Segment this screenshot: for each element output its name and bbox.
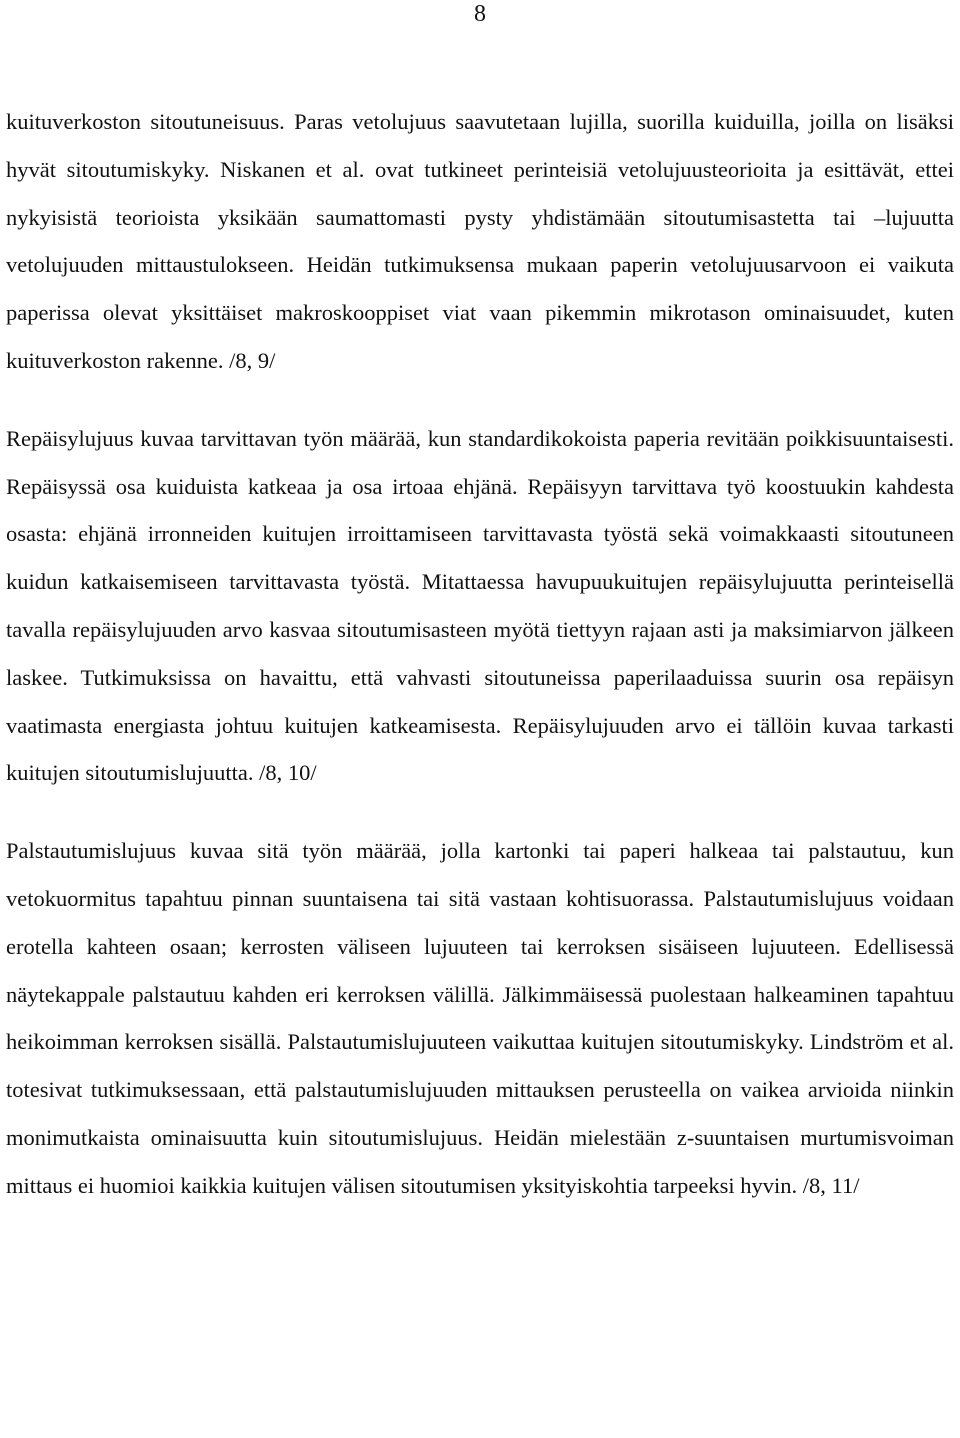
- paragraph-delamination-strength: Palstautumislujuus kuvaa sitä työn määrää, jolla kartonki tai paperi halkeaa tai palstautuu, kun vetokuormitus tapahtuu pinnan suuntaisena tai sitä vastaan kohtisuorassa. Palstautumislujuus voidaan erotella kahteen osaan; kerrosten väliseen lujuuteen tai kerroksen sisäiseen lujuuteen. Edellisessä näytekappale palstautuu kahden eri kerroksen välillä. Jälkimmäisessä puolestaan halkeaminen tapahtuu heikoimman kerroksen sisällä. Palstautumislujuuteen vaikuttaa kuitujen sitoutumiskyky. Lindström et al. totesivat tutkimuksessaan, että palstautumislujuuden mittauksen perusteella on vaikea arvioida niinkin monimutkaista ominaisuutta kuin sitoutumislujuus. Heidän mielestään z-suuntaisen murtumisvoiman mittaus ei huomioi kaikkia kuitujen välisen sitoutumisen yksityiskohtia tarpeeksi hyvin. /8, 11/: [6, 838, 954, 1198]
- body-text: [6, 98, 954, 1210]
- paragraph-tear-strength: Repäisylujuus kuvaa tarvittavan työn määrää, kun standardikokoista paperia revitään poikkisuuntaisesti. Repäisyssä osa kuiduista katkeaa ja osa irtoaa ehjänä. Repäisyyn tarvittava työ koostuukin kahdesta osasta: ehjänä irronneiden kuitujen irroittamiseen tarvittavasta työstä sekä voimakkaasti sitoutuneen kuidun katkaisemiseen tarvittavasta työstä. Mitattaessa havupuukuitujen repäisylujuutta perinteisellä tavalla repäisylujuuden arvo kasvaa sitoutumisasteen myötä tiettyyn rajaan asti ja maksimiarvon jälkeen laskee. Tutkimuksissa on havaittu, että vahvasti sitoutuneissa paperilaaduissa suurin osa repäisyn vaatimasta energiasta johtuu kuitujen katkeamisesta. Repäisylujuuden arvo ei tällöin kuvaa tarkasti kuitujen sitoutumislujuutta. /8, 10/: [6, 425, 954, 786]
- paragraph-tensile-strength: kuituverkoston sitoutuneisuus. Paras vetolujuus saavutetaan lujilla, suorilla kuiduilla, joilla on lisäksi hyvät sitoutumiskyky. Niskanen et al. ovat tutkineet perinteisiä vetolujuusteorioita ja esittävät, ettei nykyisistä teorioista yksikään saumattomasti pysty yhdistämään sitoutumisastetta tai –lujuutta vetolujuuden mittaustulokseen. Heidän tutkimuksensa mukaan paperin vetolujuusarvoon ei vaikuta paperissa olevat yksittäiset makroskooppiset viat vaan pikemmin mikrotason ominaisuudet, kuten kuituverkoston rakenne. /8, 9/: [6, 109, 954, 373]
- page-number: 8: [474, 1, 486, 27]
